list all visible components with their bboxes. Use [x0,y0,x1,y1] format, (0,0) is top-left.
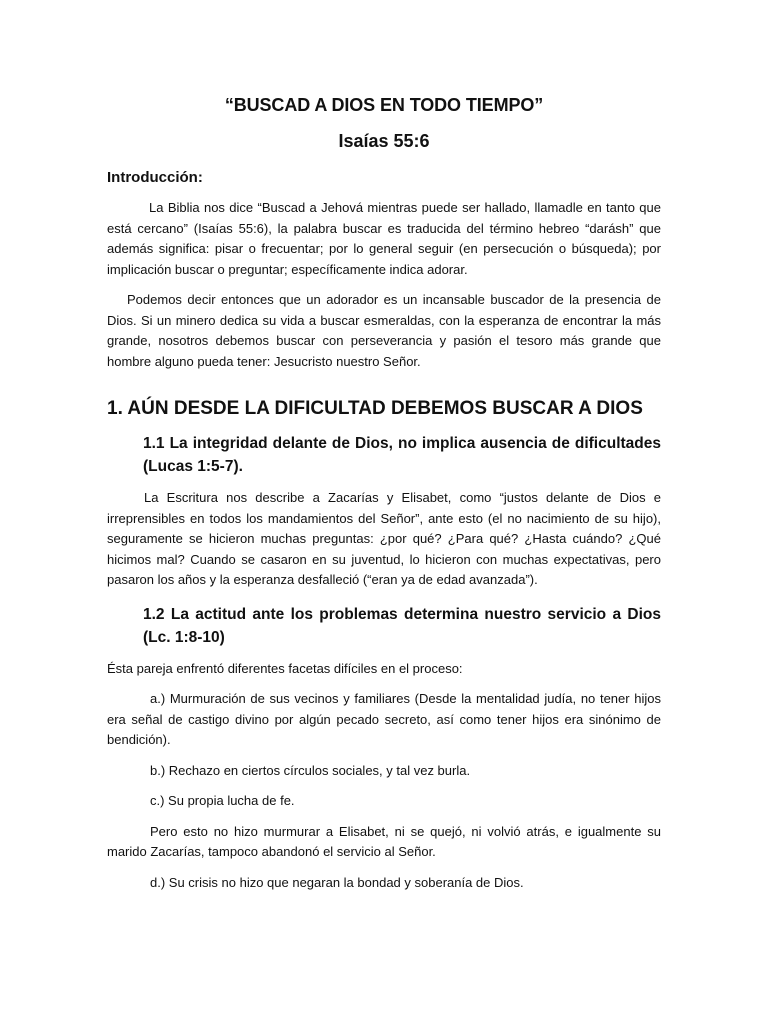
subsection-1-2-intro: Ésta pareja enfrentó diferentes facetas difíciles en el proceso: [107,660,463,676]
document-title: “BUSCAD A DIOS EN TODO TIEMPO” [224,95,544,115]
subsection-1-2-heading: 1.2 La actitud ante los problemas determina nuestro servicio a Dios (Lc. 1:8-10) [143,605,661,646]
list-item-d: d.) Su crisis no hizo que negaran la bondad y soberanía de Dios. [150,874,524,890]
intro-paragraph-1: La Biblia nos dice “Buscad a Jehová mientras puede ser hallado, llamadle en tanto que está cercano” (Isaías 55:6), la palabra buscar es traducida del término hebreo “darásh” que además significa: pisar o frecuentar; por lo general seguir (en persecución o búsqueda); por implicación buscar o preguntar; específicamente indica adorar. [107,200,661,277]
list-item-b: b.) Rechazo en ciertos círculos sociales, y tal vez burla. [150,762,471,778]
document-page [107,92,661,893]
section-1-heading: 1. AÚN DESDE LA DIFICULTAD DEBEMOS BUSCAR A DIOS [107,398,643,419]
subsection-1-1-paragraph: La Escritura nos describe a Zacarías y Elisabet, como “justos delante de Dios e irreprensibles en todos los mandamientos del Señor”, ante esto (el no nacimiento de su hijo), seguramente se hicieron muchas preguntas: ¿por qué? ¿Para qué? ¿Hasta cuándo? ¿Qué hicimos mal? Cuando se casaron en su juventud, lo hicieron con muchas expectativas, pero pasaron los años y la esperanza desfalleció (“eran ya de edad avanzada”). [107,490,661,587]
subsection-1-1-heading: 1.1 La integridad delante de Dios, no implica ausencia de dificultades (Lucas 1:5-7). [143,435,661,475]
list-item-a: a.) Murmuración de sus vecinos y familiares (Desde la mentalidad judía, no tener hijos era señal de castigo divino por algún pecado secreto, así como tener hijos era sinónimo de bendición). [107,691,661,747]
intro-heading: Introducción: [107,169,203,186]
document-subtitle: Isaías 55:6 [338,131,430,151]
intro-paragraph-2: Podemos decir entonces que un adorador es un incansable buscador de la presencia de Dios. Si un minero dedica su vida a buscar esmeraldas, con la esperanza de encontrar la más grande, nosotros debemos buscar con perseverancia y pasión el tesoro más grande que hombre alguno pueda tener: Jesucristo nuestro Señor. [107,292,661,369]
list-item-c: c.) Su propia lucha de fe. [150,793,295,808]
paragraph-after-c: Pero esto no hizo murmurar a Elisabet, ni se quejó, ni volvió atrás, e igualmente su marido Zacarías, tampoco abandonó el servicio al Señor. [107,823,661,859]
